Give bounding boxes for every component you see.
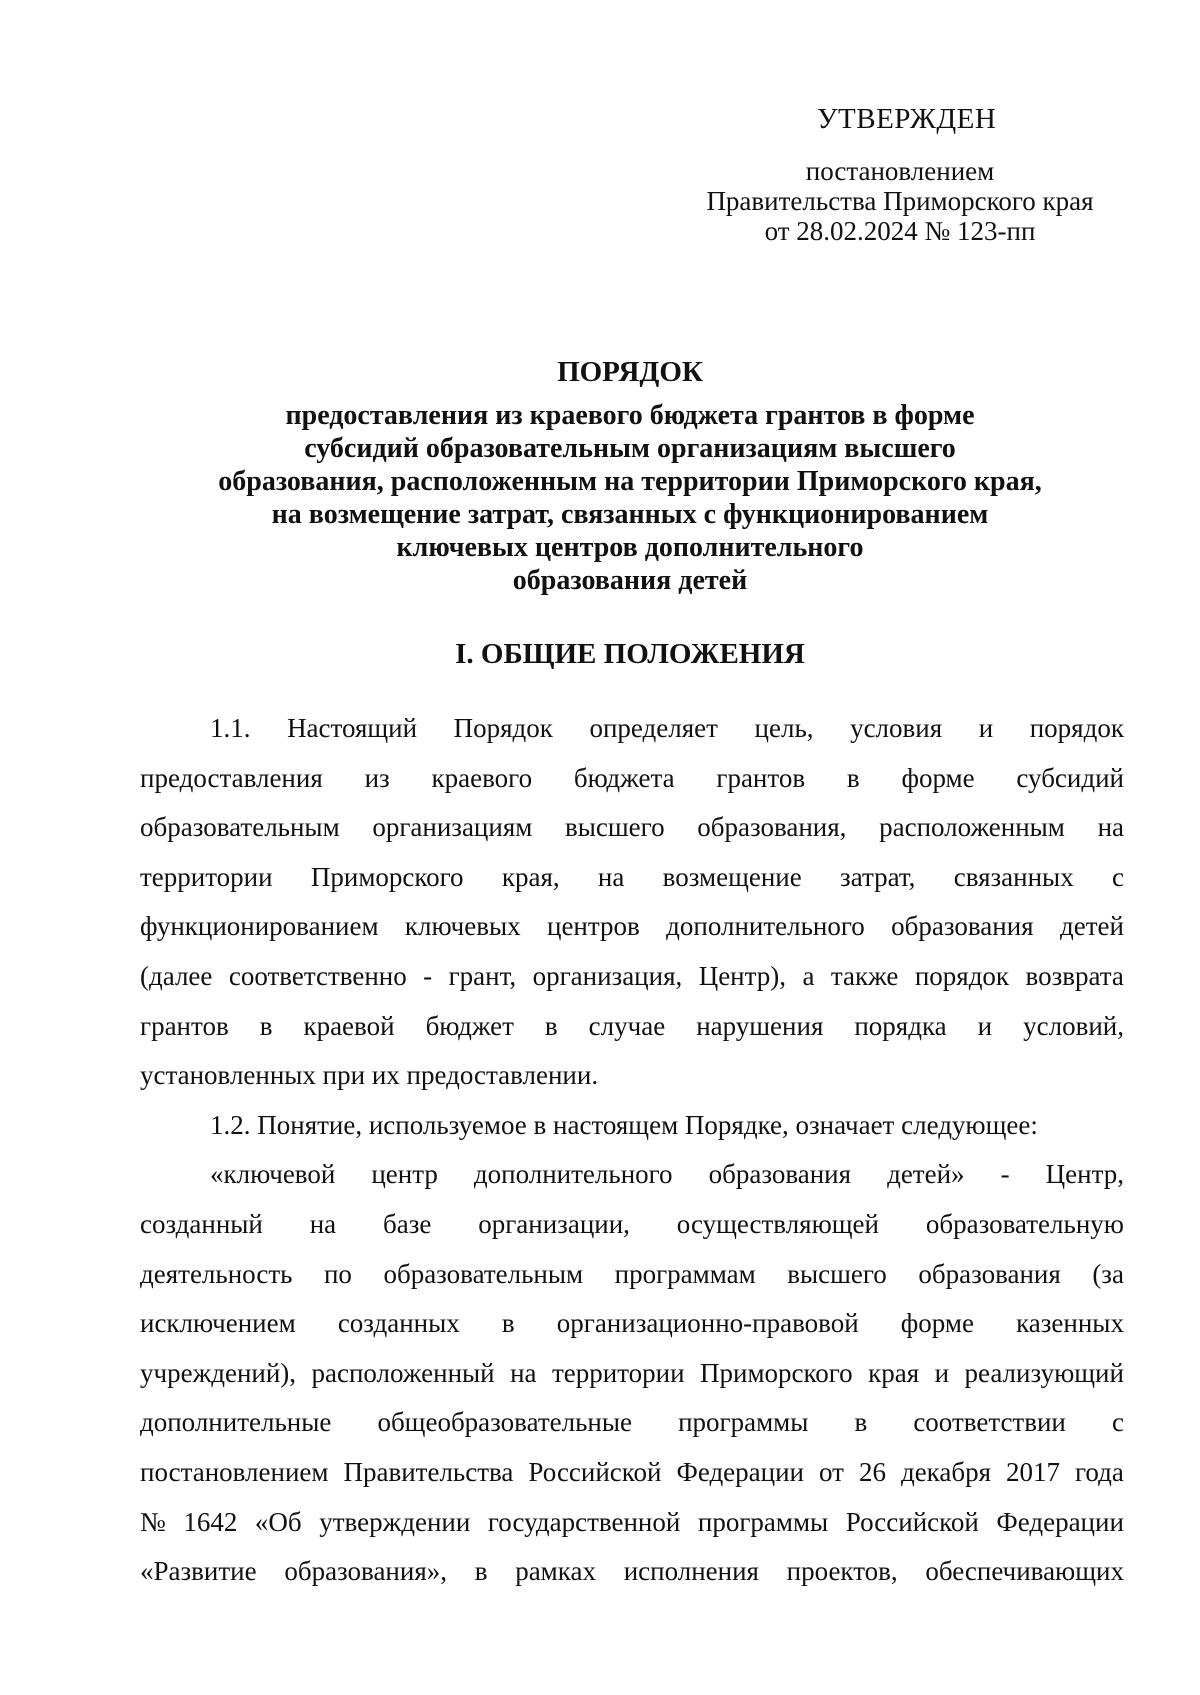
body-word: а <box>802 960 815 991</box>
body-word: и <box>977 1010 993 1041</box>
body-word: базе <box>383 1208 432 1239</box>
body-word: грантов <box>716 762 806 793</box>
body-word: порядка <box>854 1010 947 1041</box>
body-word: порядок <box>1029 713 1124 743</box>
body-line <box>140 1504 1124 1554</box>
body-word: детей <box>1060 911 1124 942</box>
body-word: государственной <box>487 1506 681 1537</box>
document-title <box>140 356 1120 597</box>
body-line <box>140 1553 1124 1603</box>
body-line <box>140 1206 1124 1256</box>
body-word: обеспечивающих <box>925 1556 1124 1587</box>
body-word: - <box>1000 1159 1010 1190</box>
body-word: Центр, <box>1045 1159 1124 1190</box>
body-line <box>140 809 1124 859</box>
body-word: дополнительные <box>140 1407 332 1438</box>
body-word: высшего <box>787 1258 887 1289</box>
body-word: 2017 <box>1006 1456 1061 1487</box>
body-word: краевой <box>303 1010 395 1041</box>
body-word: исключением <box>140 1308 296 1339</box>
body-word: функционированием <box>140 911 379 942</box>
approval-line: постановлением <box>805 156 995 186</box>
body-word: программам <box>614 1258 756 1289</box>
body-word: осуществляющей <box>676 1208 879 1239</box>
body-word: цель, <box>754 713 814 743</box>
body-word: постановлением <box>140 1456 329 1487</box>
body-line <box>140 1404 1124 1454</box>
approval-line: Правительства Приморского края <box>706 186 1094 216</box>
body-word: «Об <box>254 1506 302 1537</box>
body-word: порядок <box>914 960 1010 991</box>
body-word: форме <box>901 762 975 793</box>
body-line <box>140 859 1124 909</box>
body-word: бюджет <box>425 1010 514 1041</box>
body-word: грантов <box>140 1010 229 1041</box>
body-word: в <box>259 1010 273 1041</box>
body-word: на <box>597 861 625 892</box>
body-word: бюджета <box>573 762 675 793</box>
body-word: проектов, <box>786 1556 898 1587</box>
body-word: по <box>323 1258 352 1289</box>
body-word: расположенным <box>879 812 1065 843</box>
body-word: Федерации <box>996 1506 1124 1537</box>
body-word: года <box>1075 1456 1124 1487</box>
body-line <box>140 1256 1124 1306</box>
approval-stamp-heading: УТВЕРЖДЕН <box>817 103 997 135</box>
body-word: декабря <box>900 1456 992 1487</box>
title-line: на возмещение затрат, связанных с функционированием <box>271 499 989 530</box>
body-word: образовательным <box>383 1258 584 1289</box>
body-word: из <box>364 762 390 793</box>
body-word: соответствии <box>913 1407 1066 1438</box>
body-word: от <box>819 1456 844 1487</box>
body-word: дополнительного <box>666 911 865 942</box>
approval-line: от 28.02.2024 № 123-пп <box>764 216 1036 246</box>
body-word: образования, <box>697 812 847 843</box>
body-word: возврата <box>1025 960 1124 991</box>
body-line <box>140 710 1124 760</box>
body-word: программы <box>697 1506 829 1537</box>
body-line <box>140 1008 1124 1058</box>
body-word: условия <box>850 713 943 743</box>
body-word: высшего <box>565 812 665 843</box>
body-word: созданных <box>337 1308 460 1339</box>
body-word: и <box>978 713 994 743</box>
document-name: ПОРЯДОК <box>557 356 703 388</box>
body-word: рамках <box>515 1556 596 1587</box>
body-word: образования <box>918 1258 1061 1289</box>
body-line <box>140 1454 1124 1504</box>
body-word: программы <box>678 1407 809 1438</box>
title-line: предоставления из краевого бюджета грантов в форме <box>285 400 975 431</box>
body-word: организационно-правовой <box>556 1308 859 1339</box>
body-word: Настоящий <box>287 713 418 743</box>
body-word: Российской <box>845 1506 979 1537</box>
body-word: образования <box>708 1159 852 1190</box>
body-word: грант, <box>448 960 517 991</box>
body-word: условий, <box>1023 1010 1124 1041</box>
body-word: затрат, <box>840 861 916 892</box>
body-word: детей» <box>887 1159 965 1190</box>
body-word: общеобразовательные <box>377 1407 632 1438</box>
body-line <box>140 760 1124 810</box>
body-word: центр <box>371 1159 438 1190</box>
body-word: в <box>474 1556 488 1587</box>
body-word: случае <box>588 1010 666 1041</box>
body-word: Правительства <box>343 1456 514 1487</box>
body-word: центров <box>547 911 640 942</box>
body-word: ключевых <box>404 911 521 942</box>
body-word: определяет <box>589 713 718 743</box>
body-word: в <box>544 1010 558 1041</box>
body-word: Российской <box>528 1456 662 1487</box>
body-word: нарушения <box>696 1010 824 1041</box>
body-word: 1.1. <box>210 713 251 743</box>
body-word: расположенный <box>311 1357 495 1388</box>
body-word: организации, <box>478 1208 630 1239</box>
body-word: организациям <box>372 812 533 843</box>
body-word: связанных <box>953 861 1074 892</box>
body-word: (за <box>1092 1258 1124 1289</box>
body-word: образования <box>891 911 1034 942</box>
body-word: субсидий <box>1016 762 1124 793</box>
title-line: субсидий образовательным организациям высшего <box>304 433 956 464</box>
body-word: исполнения <box>623 1556 759 1587</box>
body-word: также <box>830 960 899 991</box>
body-line <box>140 908 1124 958</box>
body-word: края <box>868 1357 920 1388</box>
body-line <box>140 958 1124 1008</box>
body-word: - <box>423 960 433 991</box>
body-word: на <box>309 1208 337 1239</box>
body-word: в <box>501 1308 515 1339</box>
body-word: утверждении <box>319 1506 471 1537</box>
body-word: на <box>1097 812 1124 843</box>
body-word: соответственно <box>228 960 407 991</box>
body-word: деятельность <box>140 1258 293 1289</box>
body-word: Приморского <box>700 1357 853 1388</box>
body-word: в <box>854 1407 868 1438</box>
title-line: образования детей <box>512 565 748 596</box>
body-word: реализующий <box>964 1357 1124 1388</box>
body-word: образовательным <box>140 812 340 843</box>
body-word: с <box>1111 1407 1124 1438</box>
body-word: форме <box>900 1308 974 1339</box>
title-line: ключевых центров дополнительного <box>396 532 864 563</box>
body-word: возмещение <box>662 861 802 892</box>
body-word: «ключевой <box>210 1159 336 1190</box>
body-word: 26 <box>858 1456 886 1487</box>
body-word: Приморского <box>310 861 464 892</box>
body-word: (далее <box>140 960 213 991</box>
body-line <box>140 1305 1124 1355</box>
body-word: казенных <box>1016 1308 1124 1339</box>
section-heading: I. ОБЩИЕ ПОЛОЖЕНИЯ <box>455 638 805 670</box>
title-line: образования, расположенным на территории Приморского края, <box>218 466 1042 497</box>
body-word: «Развитие <box>140 1556 257 1587</box>
body-word: № <box>140 1506 166 1537</box>
body-word: края, <box>501 861 560 892</box>
body-word: 1642 <box>183 1506 238 1537</box>
body-word: учреждений), <box>140 1357 297 1388</box>
body-word: созданный <box>140 1208 263 1239</box>
body-line: 1.2. Понятие, используемое в настоящем Порядке, означает следующее: <box>210 1109 1038 1140</box>
body-text <box>140 710 1124 1603</box>
body-word: и <box>934 1357 950 1388</box>
body-word: образовательную <box>925 1208 1124 1239</box>
body-word: Центр), <box>698 960 787 991</box>
body-word: Порядок <box>453 713 553 743</box>
body-line <box>140 1156 1124 1206</box>
body-line <box>140 1355 1124 1405</box>
body-word: дополнительного <box>473 1159 673 1190</box>
body-word: Федерации <box>676 1456 804 1487</box>
body-word: краевого <box>431 762 533 793</box>
approval-details <box>680 156 1120 246</box>
body-word: образования», <box>284 1556 448 1587</box>
body-word: территории <box>551 1357 685 1388</box>
body-word: с <box>1112 861 1124 892</box>
body-line: установленных при их предоставлении. <box>140 1060 599 1091</box>
body-word: территории <box>140 861 273 892</box>
body-word: на <box>510 1357 537 1388</box>
body-word: организация, <box>532 960 683 991</box>
body-word: в <box>846 762 860 793</box>
body-word: предоставления <box>140 762 323 793</box>
